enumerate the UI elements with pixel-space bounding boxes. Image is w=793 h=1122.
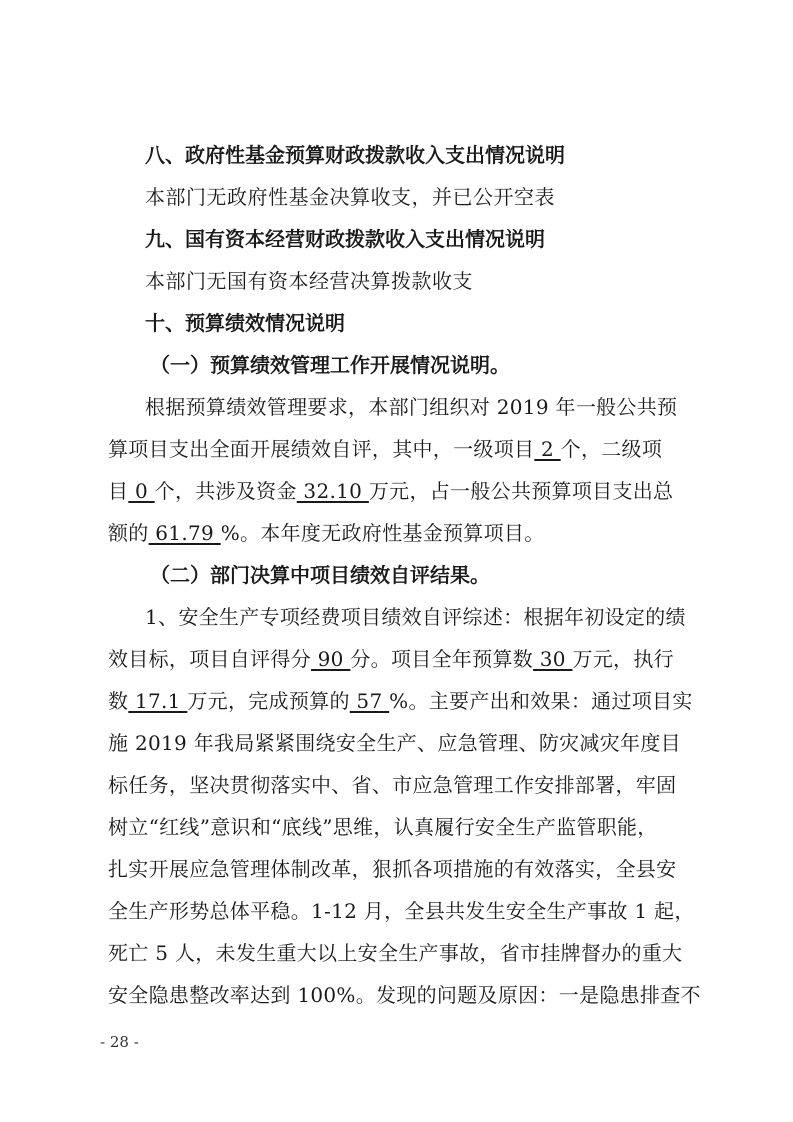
text-run: 分。项目全年预算数: [350, 647, 534, 671]
paragraph-line: 标任务，坚决贯彻落实中、省、市应急管理工作安排部署，牢固: [108, 773, 677, 797]
paragraph-line: [108, 470, 793, 512]
text-run: %。主要产出和效果：通过项目实: [389, 689, 693, 713]
paragraph-line: [108, 638, 793, 680]
paragraph-line: [108, 428, 793, 470]
section-9-body: 本部门无国有资本经营决算拨款收支: [145, 269, 473, 293]
text-run: 个，二级项: [560, 437, 663, 461]
paragraph-line: 安全隐患整改率达到 100%。发现的问题及原因：一是隐患排查不: [108, 983, 701, 1007]
section-8-heading: 八、政府性基金预算财政拨款收入支出情况说明: [145, 143, 565, 167]
text-run: 数: [108, 689, 129, 713]
paragraph-line: 扎实开展应急管理体制改革，狠抓各项措施的有效落实，全县安: [108, 857, 677, 881]
percentage-value: 61.79: [148, 521, 221, 545]
paragraph-line: 施 2019 年我局紧紧围绕安全生产、应急管理、防灾减灾年度目: [108, 731, 681, 755]
paragraph-line: 根据预算绩效管理要求，本部门组织对 2019 年一般公共预: [145, 395, 678, 419]
annual-budget: 30: [533, 647, 573, 671]
subsection-2-heading: （二）部门决算中项目绩效自评结果。: [150, 563, 490, 587]
text-run: %。本年度无政府性基金预算项目。: [220, 521, 545, 545]
text-run: 万元，执行: [572, 647, 674, 671]
text-run: 万元，完成预算的: [187, 689, 350, 713]
paragraph-line: 全生产形势总体平稳。1-12 月，全县共发生安全生产事故 1 起，: [108, 899, 695, 923]
funding-amount: 32.10: [296, 479, 369, 503]
paragraph-line: 1、安全生产专项经费项目绩效自评综述：根据年初设定的绩: [145, 605, 686, 629]
paragraph-line: 死亡 5 人，未发生重大以上安全生产事故，省市挂牌督办的重大: [108, 941, 683, 965]
text-run: 效目标，项目自评得分: [108, 647, 311, 671]
paragraph-line: [108, 512, 793, 554]
paragraph-line: 树立“红线”意识和“底线”思维，认真履行安全生产监管职能，: [108, 815, 658, 839]
text-run: 个，共涉及资金: [154, 479, 297, 503]
self-evaluation-score: 90: [311, 647, 351, 671]
executed-amount: 17.1: [128, 689, 188, 713]
section-10-heading: 十、预算绩效情况说明: [145, 311, 345, 335]
text-run: 算项目支出全面开展绩效自评，其中，一级项目: [108, 437, 535, 461]
text-run: 目: [108, 479, 129, 503]
second-level-project-count: 0: [128, 479, 155, 503]
budget-completion-rate: 57: [349, 689, 390, 713]
first-level-project-count: 2: [534, 437, 561, 461]
page-number: - 28 -: [100, 1033, 139, 1051]
paragraph-line: [108, 680, 793, 722]
text-run: 额的: [108, 521, 149, 545]
text-run: 万元，占一般公共预算项目支出总: [368, 479, 674, 503]
subsection-1-heading: （一）预算绩效管理工作开展情况说明。: [150, 353, 510, 377]
section-8-body: 本部门无政府性基金决算收支，并已公开空表: [145, 185, 555, 209]
section-9-heading: 九、国有资本经营财政拨款收入支出情况说明: [145, 227, 545, 251]
